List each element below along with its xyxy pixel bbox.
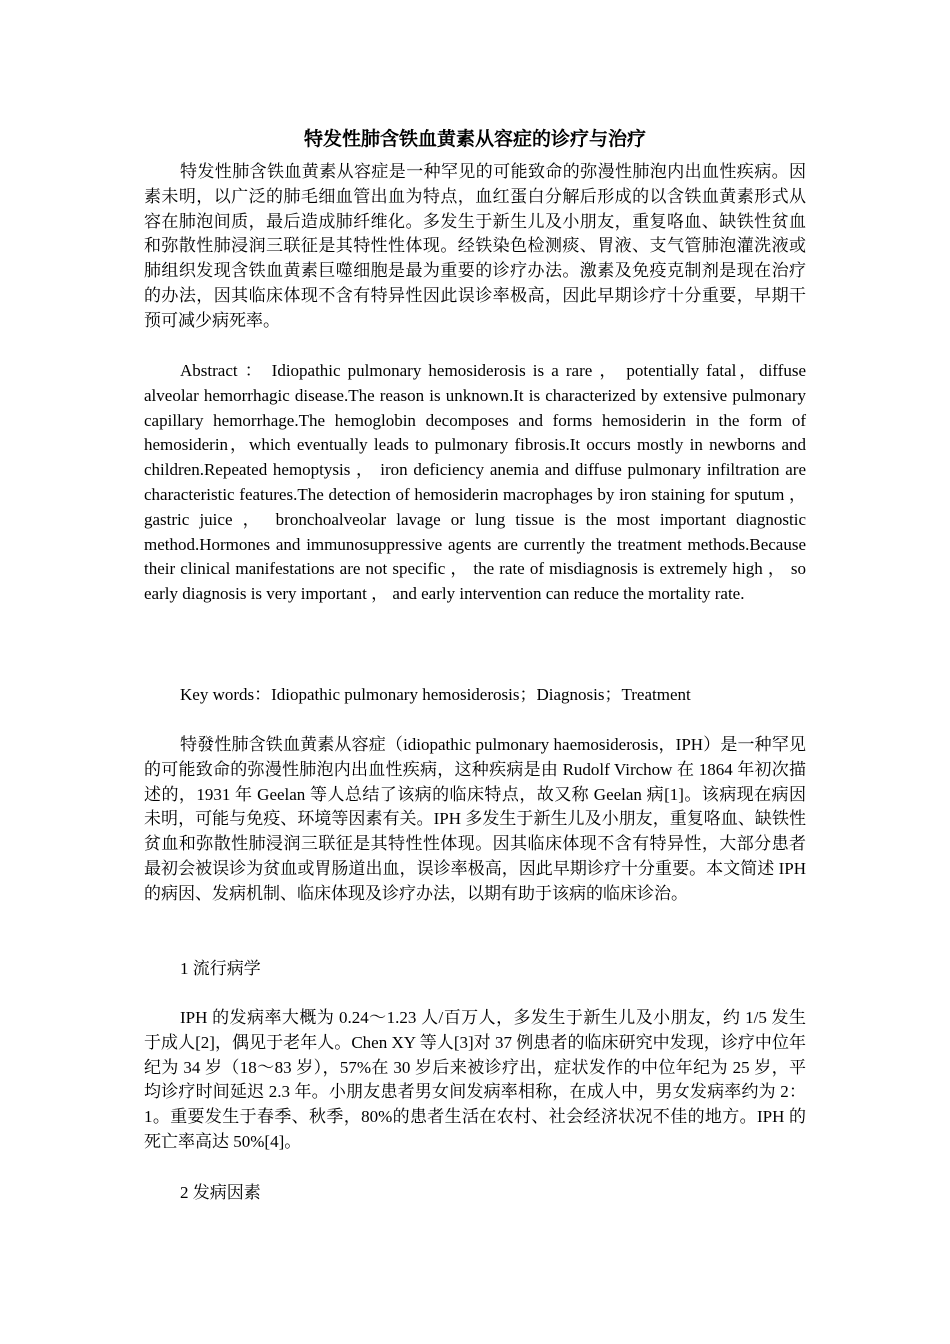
abstract-paragraph: Abstract ： Idiopathic pulmonary hemosiderosis is a rare ， potentially fatal，diffuse alveolar hemorrhagic disease.The reason is unknown.It is characterized by extensive pulmonary capillary hemorrhage.The hemoglobin decomposes and forms hemosiderin in the form of hemosiderin，which eventually leads to pulmonary fibrosis.It occurs mostly in newborns and children.Repeated hemoptysis ， iron deficiency anemia and diffuse pulmonary infiltration are characteristic features.The detection of hemosiderin macrophages by iron staining for sputum ， gastric juice ， bronchoalveolar lavage or lung tissue is the most important diagnostic method.Hormones and immunosuppressive agents are currently the treatment methods.Because their clinical manifestations are not specific ， the rate of misdiagnosis is extremely high ， so early diagnosis is very important ， and early intervention can reduce the mortality rate. xyxy=(144,361,806,604)
summary-cn-paragraph: 特发性肺含铁血黄素从容症是一种罕见的可能致命的弥漫性肺泡内出血性疾病。因素未明，以广泛的肺毛细血管出血为特点，血红蛋白分解后形成的以含铁血黄素形式从容在肺泡间质，最后造成肺纤维化。多发生于新生儿及小朋友，重复咯血、缺铁性贫血和弥散性肺浸润三联征是其特性性体现。经铁染色检测痰、胃液、支气管肺泡灌洗液或肺组织发现含铁血黄素巨噬细胞是最为重要的诊疗办法。激素及免疫克制剂是现在治疗的办法，因其临床体现不含有特异性因此误诊率极高，因此早期诊疗十分重要，早期干预可减少病死率。 xyxy=(144,162,806,330)
keywords-paragraph: Key words：Idiopathic pulmonary hemosiderosis；Diagnosis；Treatment xyxy=(180,685,691,704)
section-1-paragraph: IPH 的发病率大概为 0.24～1.23 人/百万人，多发生于新生儿及小朋友，约 1/5 发生于成人[2]，偶见于老年人。Chen XY 等人[3]对 37 例患者的临床研究中发现，诊疗中位年纪为 34 岁（18～83 岁），57%在 30 岁后来被诊疗出，症状发作的中位年纪为 25 岁，平均诊疗时间延迟 2.3 年。小朋友患者男女间发病率相称，在成人中，男女发病率约为 2：1。重要发生于春季、秋季，80%的患者生活在农村、社会经济状况不佳的地方。IPH 的死亡率高达 50%[4]。 xyxy=(144,1008,806,1151)
introduction-paragraph: 特發性肺含铁血黄素从容症（idiopathic pulmonary haemosiderosis，IPH）是一种罕见的可能致命的弥漫性肺泡内出血性疾病，这种疾病是由 Rudolf Virchow 在 1864 年初次描述的，1931 年 Geelan 等人总结了该病的临床特点，故又称 Geelan 病[1]。该病现在病因未明，可能与免疫、环境等因素有关。IPH 多发生于新生儿及小朋友，重复咯血、缺铁性贫血和弥散性肺浸润三联征是其特性性体现。因其临床体现不含有特异性，大部分患者最初会被误诊为贫血或胃肠道出血，误诊率极高，因此早期诊疗十分重要。本文简述 IPH 的病因、发病机制、临床体现及诊疗办法，以期有助于该病的临床诊治。 xyxy=(144,735,806,903)
section-1-heading: 1 流行病学 xyxy=(180,959,261,978)
document-title: 特发性肺含铁血黄素从容症的诊疗与治疗 xyxy=(303,128,646,150)
section-2-heading: 2 发病因素 xyxy=(180,1183,261,1202)
